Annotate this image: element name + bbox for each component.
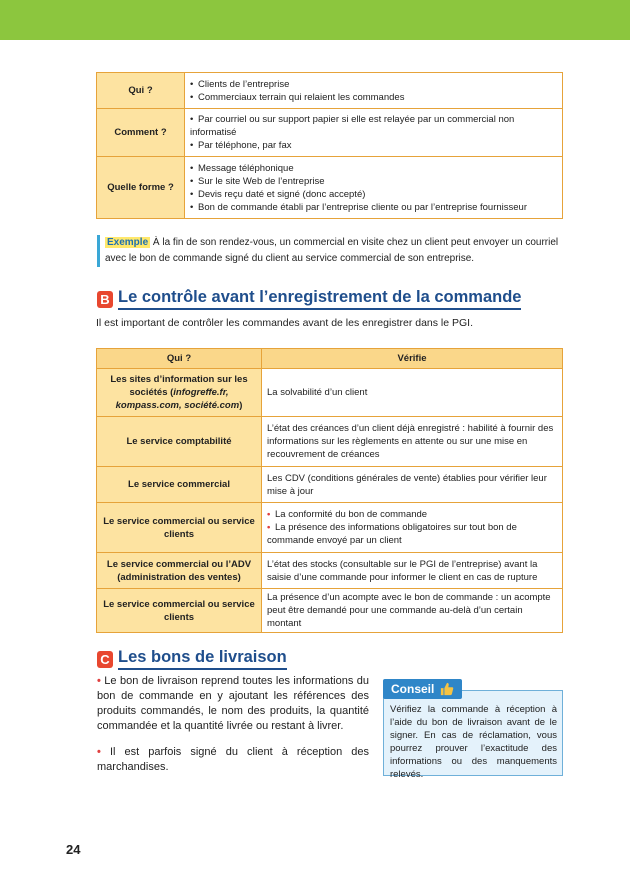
row-value: • Clients de l’entreprise • Commerciaux terrain qui relaient les commandes (185, 73, 563, 109)
table-row (97, 553, 563, 589)
table-row (97, 589, 563, 633)
tip-box (383, 690, 563, 780)
row-label: Le service comptabilité (97, 417, 262, 467)
table-row (97, 417, 563, 467)
row-value: Les CDV (conditions générales de vente) établies pour vérifier leur mise à jour (262, 467, 563, 503)
row-value: • Par courriel ou sur support papier si elle est relayée par un commercial non informatisé • Par téléphone, par fax (185, 109, 563, 157)
table-row (97, 73, 563, 109)
row-value: L’état des stocks (consultable sur le PGI de l’entreprise) avant la saisie d’une commande pour informer le client en cas de rupture (262, 553, 563, 589)
tip-tag (383, 679, 462, 699)
tip-label: Conseil (391, 682, 435, 696)
row-label: Les sites d’information sur les sociétés (infogreffe.fr, kompass.com, société.com) (97, 369, 262, 417)
section-letter-c: C (97, 651, 113, 668)
row-value: • Message téléphonique • Sur le site Web de l’entreprise • Devis reçu daté et signé (donc accepté) • Bon de commande établi par l’entreprise cliente ou par l’entreprise fournisseur (185, 157, 563, 219)
section-letter-b: B (97, 291, 113, 308)
row-value: La présence d’un acompte avec le bon de commande : un acompte peut être demandé pour une commande au-delà d’un certain montant (262, 589, 563, 633)
row-value: La solvabilité d’un client (262, 369, 563, 417)
row-label: Le service commercial ou l’ADV (administration des ventes) (97, 553, 262, 589)
order-channels-table (96, 72, 563, 219)
table-row (97, 157, 563, 219)
row-value: • La conformité du bon de commande • La présence des informations obligatoires sur tout bon de commande envoyé par un client (262, 503, 563, 553)
section-c-heading (97, 648, 287, 670)
example-tag: Exemple (107, 237, 149, 248)
row-label: Le service commercial ou service clients (97, 503, 262, 553)
table-row (97, 503, 563, 553)
header-bar (0, 0, 630, 40)
example-text: À la fin de son rendez-vous, un commercial en visite chez un client peut envoyer un courriel avec le bon de commande signé du client au service commercial de son entreprise. (105, 237, 559, 264)
table-row (97, 109, 563, 157)
row-label: Le service commercial ou service clients (97, 589, 262, 633)
row-label: Quelle forme ? (97, 157, 185, 219)
example-box (97, 235, 565, 267)
section-b-title: Le contrôle avant l’enregistrement de la commande (118, 288, 521, 310)
section-c-body (97, 674, 369, 786)
section-c-title: Les bons de livraison (118, 648, 287, 670)
thumbs-up-icon (440, 682, 454, 696)
column-header-who: Qui ? (97, 349, 262, 369)
paragraph: • Il est parfois signé du client à réception des marchandises. (97, 746, 369, 773)
order-control-table (96, 348, 563, 633)
table-row (97, 467, 563, 503)
row-value: L’état des créances d’un client déjà enregistré : habilité à fournir des informations sur les règlements en attente ou sur une mise en recouvrement de créances (262, 417, 563, 467)
page-number: 24 (66, 842, 81, 857)
column-header-checks: Vérifie (262, 349, 563, 369)
section-b-intro: Il est important de contrôler les commandes avant de les enregistrer dans le PGI. (96, 317, 474, 329)
section-b-heading (97, 288, 521, 310)
row-label: Qui ? (97, 73, 185, 109)
row-label: Le service commercial (97, 467, 262, 503)
tip-text: Vérifiez la commande à réception à l’aide du bon de livraison avant de le signer. En cas de réclamation, vous pourrez prouver l’exactitude des informations ou des manquements relevés. (390, 704, 557, 780)
table-header-row (97, 349, 563, 369)
table-row (97, 369, 563, 417)
row-label: Comment ? (97, 109, 185, 157)
paragraph: • Le bon de livraison reprend toutes les informations du bon de commande en y ajoutant les références des produits commandés, le nom des produits, la quantité commandée et la quantité livrée ou restant à livrer. (97, 675, 369, 732)
